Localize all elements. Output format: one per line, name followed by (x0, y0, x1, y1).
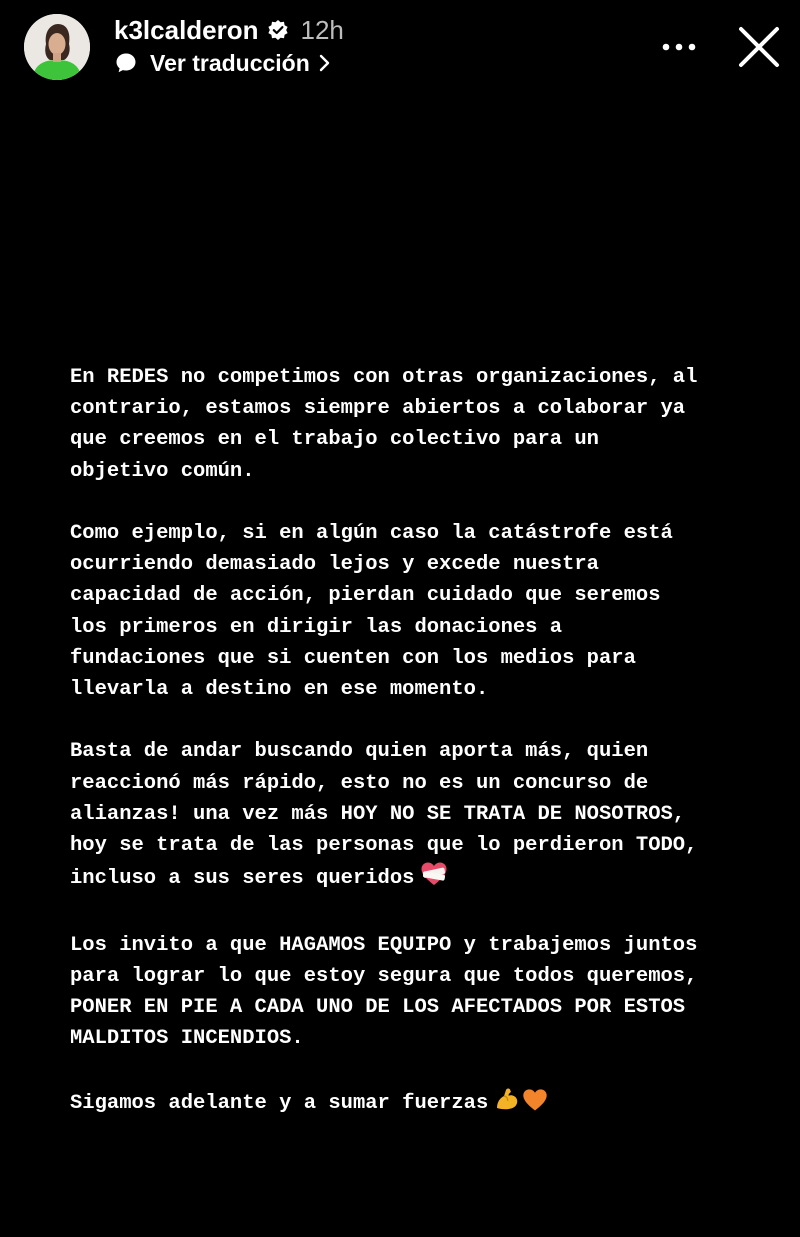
mending-heart-emoji (420, 861, 448, 898)
profile-photo (24, 14, 90, 80)
close-icon (734, 22, 784, 72)
flexed-biceps-emoji (494, 1086, 520, 1123)
avatar[interactable] (24, 14, 90, 80)
verified-badge-icon (267, 19, 289, 41)
orange-heart-emoji (522, 1088, 548, 1123)
story-header (0, 0, 800, 100)
see-translation-label: Ver traducción (150, 49, 310, 76)
story-paragraph-4: Los invito a que HAGAMOS EQUIPO y trabajemos juntos para lograr lo que estoy segura que todos queremos, PONER EN PIE A CADA UNO DE LOS AFECTADOS POR ESTOS MALDITOS INCENDIOS. (70, 933, 698, 1051)
story-paragraph-2: Como ejemplo, si en algún caso la catástrofe está ocurriendo demasiado lejos y excede nuestra capacidad de acción, pierdan cuidado que seremos los primeros en dirigir las donaciones a fundaciones que si cuenten con los medios para llevarla a destino en ese momento. (70, 522, 673, 702)
close-button[interactable] (734, 22, 784, 72)
time-ago: 12h (300, 14, 344, 45)
story-paragraph-5 (70, 1086, 770, 1123)
username-row (114, 14, 344, 46)
username[interactable]: k3lcalderon (114, 14, 259, 45)
story-paragraph-5-text: Sigamos adelante y a sumar fuerzas (70, 1091, 489, 1115)
more-options-button[interactable] (656, 24, 702, 70)
speech-bubble-icon (114, 51, 138, 75)
chevron-right-icon (318, 53, 332, 73)
more-dots-icon (656, 24, 702, 70)
story-paragraph-3 (70, 736, 770, 898)
see-translation-link[interactable] (114, 48, 332, 78)
story-text-block (70, 362, 770, 1123)
story-paragraph-3-text: Basta de andar buscando quien aporta más, quien reaccionó más rápido, esto no es un concurso de alianzas! una vez más HOY NO SE TRATA DE NOSOTROS, hoy se trata de las personas que lo perdieron TODO, incluso a sus seres queridos (70, 740, 698, 891)
story-paragraph-1: En REDES no competimos con otras organizaciones, al contrario, estamos siempre abiertos a colaborar ya que creemos en el trabajo colectivo para un objetivo común. (70, 366, 698, 483)
